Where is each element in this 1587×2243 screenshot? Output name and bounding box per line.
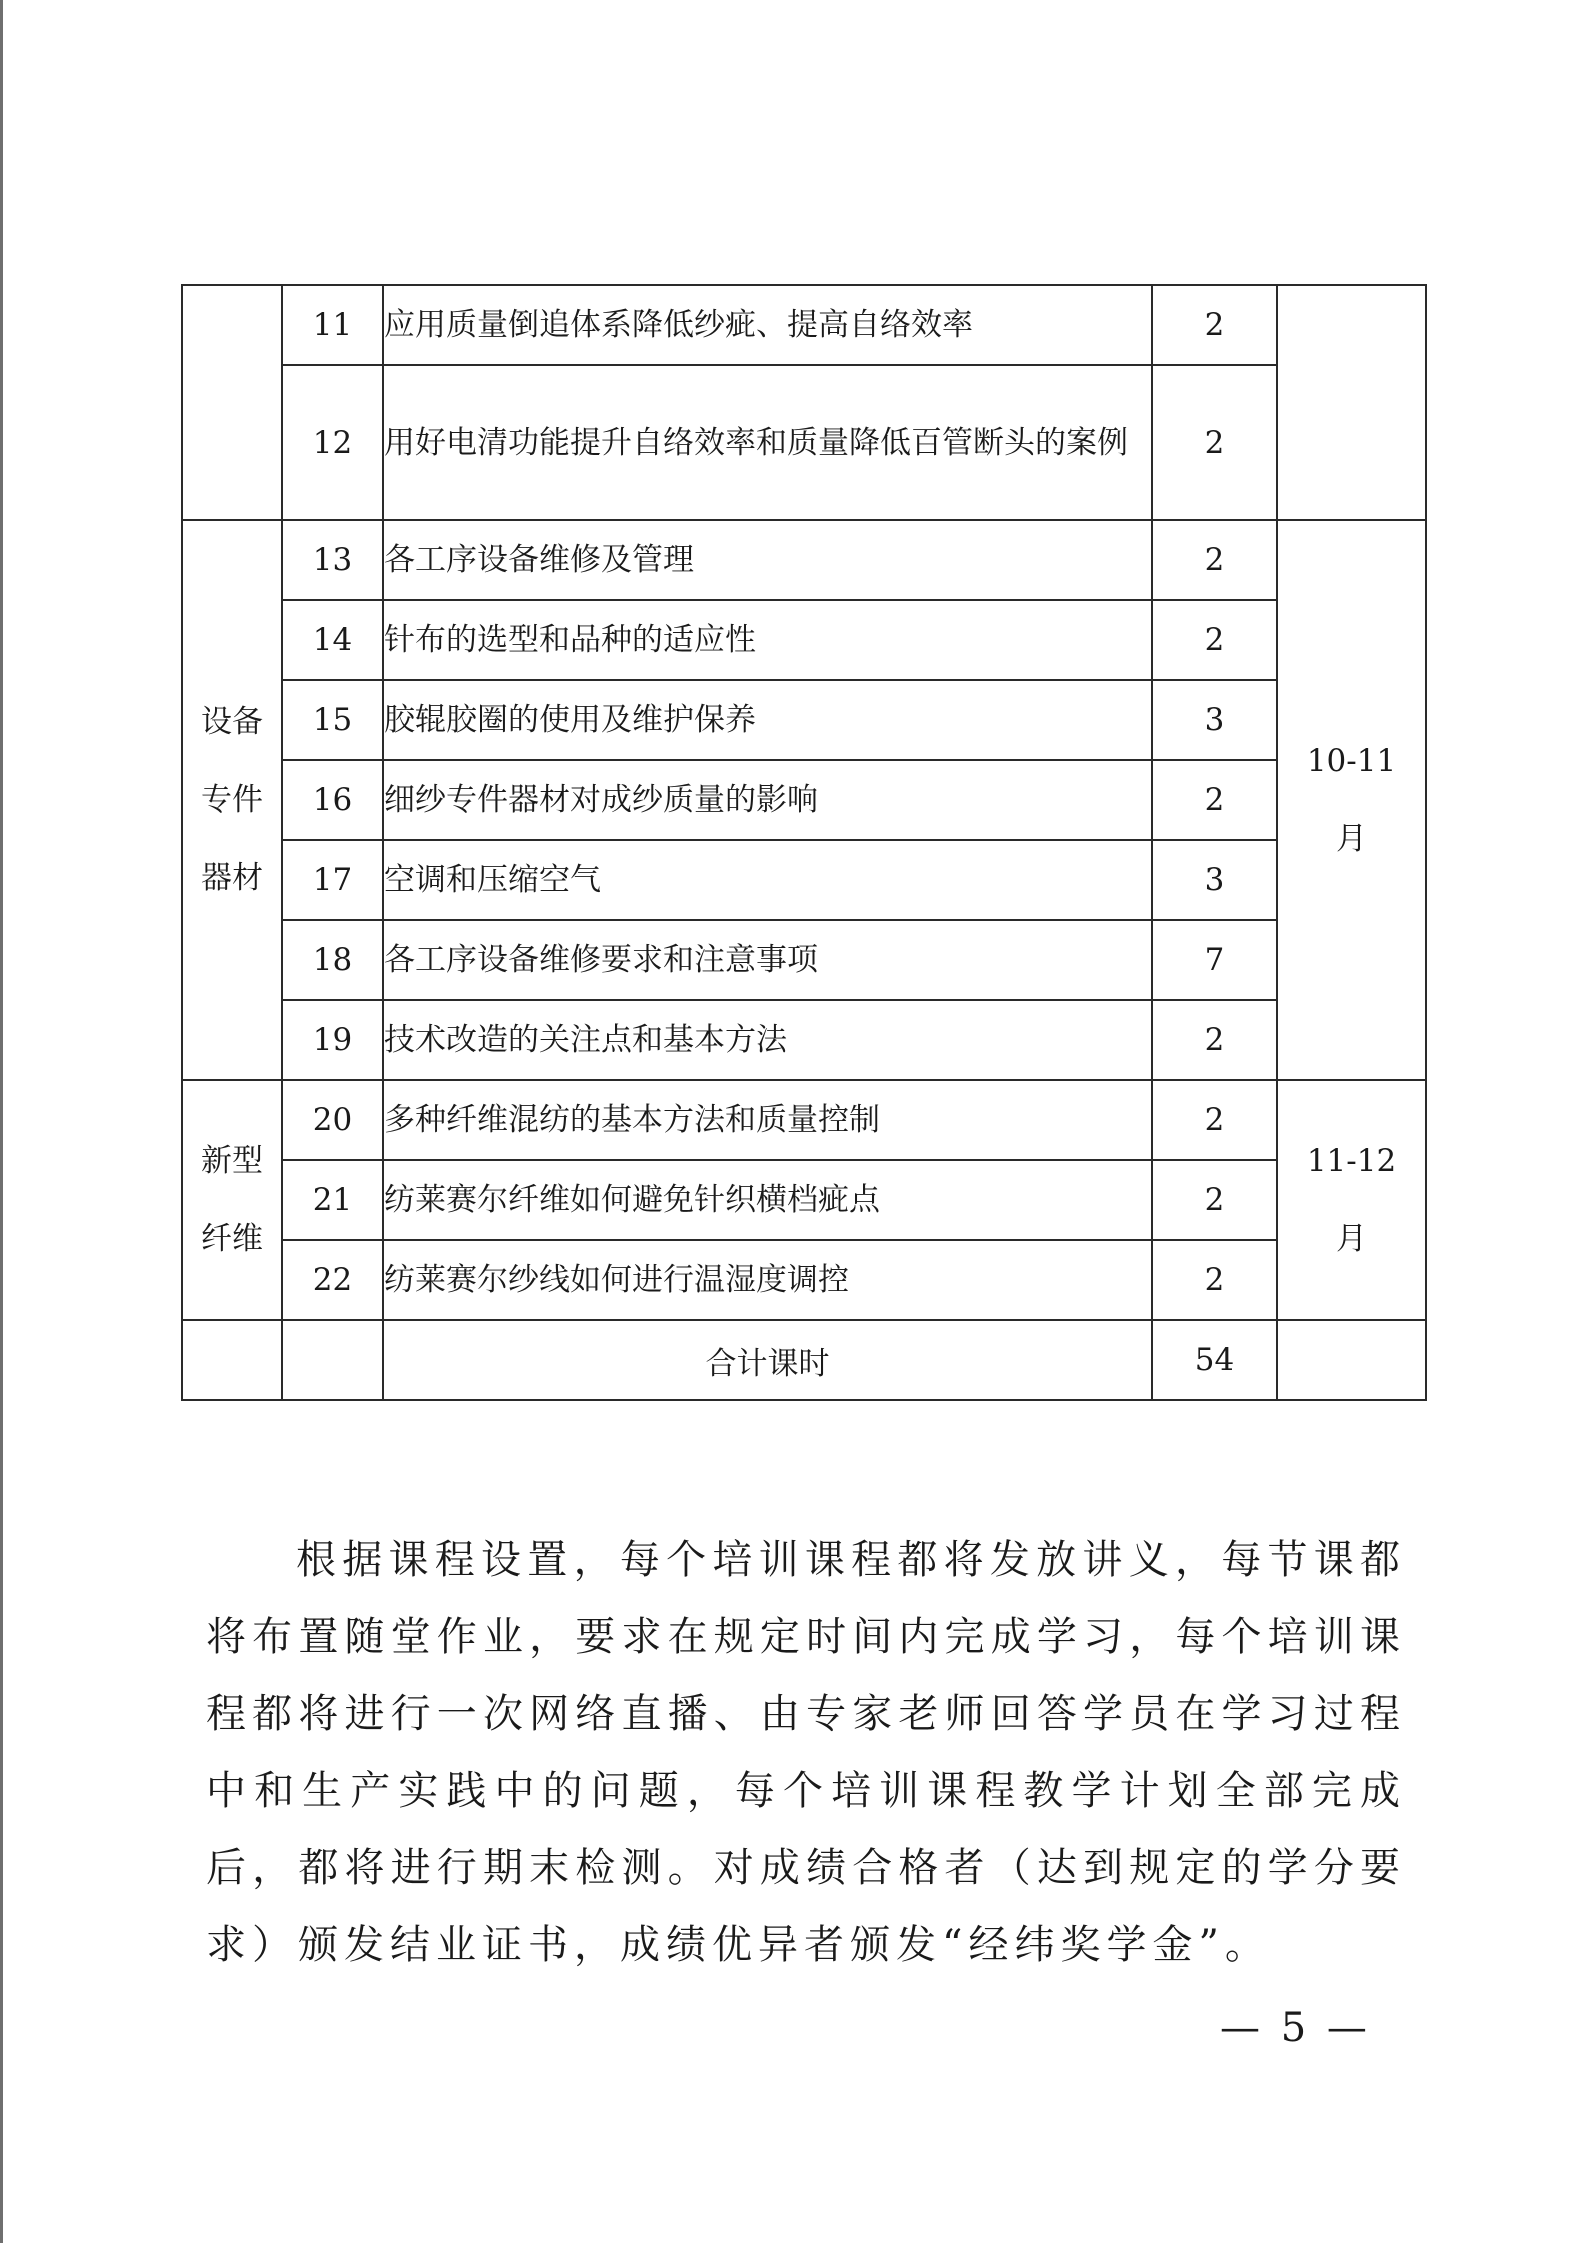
category-line: 新型 xyxy=(201,1143,263,1179)
table-row xyxy=(182,920,1426,1000)
course-name: 针布的选型和品种的适应性 xyxy=(383,600,1152,680)
category-line: 纤维 xyxy=(201,1221,263,1257)
course-name: 空调和压缩空气 xyxy=(383,840,1152,920)
course-number: 21 xyxy=(282,1160,383,1240)
table-row xyxy=(182,760,1426,840)
month-range: 11-12 xyxy=(1306,1143,1397,1179)
page-number: — 5 — xyxy=(1220,2005,1371,2051)
course-name: 多种纤维混纺的基本方法和质量控制 xyxy=(383,1080,1152,1160)
table-row xyxy=(182,1000,1426,1080)
month-unit: 月 xyxy=(1336,821,1367,857)
course-name: 纺莱赛尔纱线如何进行温湿度调控 xyxy=(383,1240,1152,1320)
body-paragraph: 根据课程设置，每个培训课程都将发放讲义，每节课都将布置随堂作业，要求在规定时间内完成学习，每个培训课程都将进行一次网络直播、由专家老师回答学员在学习过程中和生产实践中的问题，每个培训课程教学计划全部完成后，都将进行期末检测。对成绩合格者（达到规定的学分要求）颁发结业证书，成绩优异者颁发“经纬奖学金”。 xyxy=(206,1537,1406,1968)
table-row xyxy=(182,1080,1426,1160)
course-hours: 2 xyxy=(1152,365,1277,520)
category-cell-empty xyxy=(182,285,282,520)
course-hours: 2 xyxy=(1152,600,1277,680)
course-name: 细纱专件器材对成纱质量的影响 xyxy=(383,760,1152,840)
course-hours: 2 xyxy=(1152,285,1277,365)
table-row xyxy=(182,1240,1426,1320)
course-number: 15 xyxy=(282,680,383,760)
category-line: 器材 xyxy=(201,860,263,896)
category-line: 设备 xyxy=(201,704,263,740)
total-empty-cell xyxy=(182,1320,282,1400)
course-hours: 2 xyxy=(1152,1160,1277,1240)
total-empty-cell xyxy=(282,1320,383,1400)
course-hours: 2 xyxy=(1152,1000,1277,1080)
course-hours: 3 xyxy=(1152,840,1277,920)
month-new-fiber xyxy=(1277,1080,1426,1320)
course-number: 11 xyxy=(282,285,383,365)
total-label: 合计课时 xyxy=(383,1320,1152,1400)
course-number: 12 xyxy=(282,365,383,520)
table-row xyxy=(182,600,1426,680)
table-row xyxy=(182,285,1426,365)
course-number: 17 xyxy=(282,840,383,920)
month-range: 10-11 xyxy=(1306,743,1397,779)
table-row xyxy=(182,840,1426,920)
course-number: 19 xyxy=(282,1000,383,1080)
course-hours: 2 xyxy=(1152,520,1277,600)
course-hours: 2 xyxy=(1152,760,1277,840)
table-row xyxy=(182,1160,1426,1240)
course-name: 各工序设备维修要求和注意事项 xyxy=(383,920,1152,1000)
category-line: 专件 xyxy=(201,782,263,818)
course-number: 14 xyxy=(282,600,383,680)
month-unit: 月 xyxy=(1336,1221,1367,1257)
course-name: 纺莱赛尔纤维如何避免针织横档疵点 xyxy=(383,1160,1152,1240)
total-empty-cell xyxy=(1277,1320,1426,1400)
course-number: 20 xyxy=(282,1080,383,1160)
scan-edge xyxy=(0,0,3,2243)
course-number: 13 xyxy=(282,520,383,600)
course-schedule-table xyxy=(181,284,1427,1401)
course-hours: 2 xyxy=(1152,1080,1277,1160)
total-hours: 54 xyxy=(1152,1320,1277,1400)
month-cell-empty xyxy=(1277,285,1426,520)
course-hours: 3 xyxy=(1152,680,1277,760)
month-equipment xyxy=(1277,520,1426,1080)
course-name: 用好电清功能提升自络效率和质量降低百管断头的案例 xyxy=(383,365,1152,520)
table-row xyxy=(182,365,1426,520)
total-row xyxy=(182,1320,1426,1400)
course-number: 18 xyxy=(282,920,383,1000)
course-name: 应用质量倒追体系降低纱疵、提高自络效率 xyxy=(383,285,1152,365)
course-name: 胶辊胶圈的使用及维护保养 xyxy=(383,680,1152,760)
course-number: 16 xyxy=(282,760,383,840)
table-row xyxy=(182,680,1426,760)
course-hours: 2 xyxy=(1152,1240,1277,1320)
category-new-fiber xyxy=(182,1080,282,1320)
category-equipment xyxy=(182,520,282,1080)
course-hours: 7 xyxy=(1152,920,1277,1000)
table-row xyxy=(182,520,1426,600)
course-number: 22 xyxy=(282,1240,383,1320)
course-name: 各工序设备维修及管理 xyxy=(383,520,1152,600)
course-name: 技术改造的关注点和基本方法 xyxy=(383,1000,1152,1080)
